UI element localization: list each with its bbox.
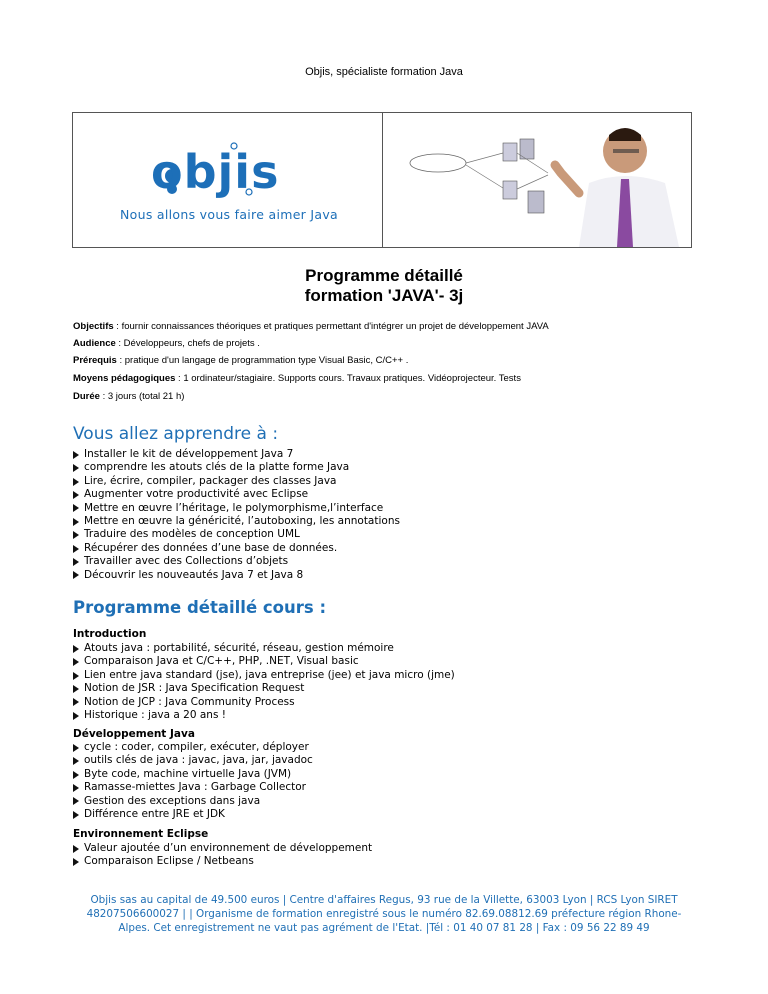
bullet-triangle-icon xyxy=(73,771,79,779)
list-item: Notion de JSR : Java Specification Request xyxy=(73,682,455,695)
logo-wordmark: objis xyxy=(151,145,280,199)
footer-line-2: 48207506600027 | | Organisme de formation enregistré sous le numéro 82.69.08812.69 préfecture région Rhone- xyxy=(86,908,682,920)
bullet-triangle-icon xyxy=(73,685,79,693)
list-item: Installer le kit de développement Java 7 xyxy=(73,448,400,461)
logo-panel xyxy=(73,113,383,247)
list-item: Valeur ajoutée d’un environnement de développement xyxy=(73,842,372,855)
list-item: Historique : java a 20 ans ! xyxy=(73,709,455,722)
list-item: Comparaison Eclipse / Netbeans xyxy=(73,855,372,868)
meta-label: Objectifs xyxy=(73,321,114,332)
page-footer xyxy=(60,893,708,935)
list-item: Gestion des exceptions dans java xyxy=(73,795,313,808)
list-item: Byte code, machine virtuelle Java (JVM) xyxy=(73,768,313,781)
meta-moyens xyxy=(73,373,521,384)
list-item: cycle : coder, compiler, exécuter, déployer xyxy=(73,741,313,754)
bullet-triangle-icon xyxy=(73,784,79,792)
meta-text: : Développeurs, chefs de projets . xyxy=(115,338,260,349)
meta-text: : 3 jours (total 21 h) xyxy=(99,391,185,402)
footer-line-3: Alpes. Cet enregistrement ne vaut pas agrément de l'Etat. |Tél : 01 40 07 81 28 | Fax : 09 56 22 89 49 xyxy=(118,922,650,934)
list-item: comprendre les atouts clés de la platte forme Java xyxy=(73,461,400,474)
list-item: Augmenter votre productivité avec Eclipse xyxy=(73,488,400,501)
title-line-2: formation 'JAVA'- 3j xyxy=(304,286,464,305)
bullet-triangle-icon xyxy=(73,672,79,680)
learn-heading: Vous allez apprendre à : xyxy=(73,424,279,444)
list-item: Mettre en œuvre l’héritage, le polymorphisme,l’interface xyxy=(73,502,400,515)
list-item: Atouts java : portabilité, sécurité, réseau, gestion mémoire xyxy=(73,642,455,655)
bullet-triangle-icon xyxy=(73,478,79,486)
meta-text: : 1 ordinateur/stagiaire. Supports cours. Travaux pratiques. Vidéoprojecteur. Tests xyxy=(175,373,521,384)
list-item: Ramasse-miettes Java : Garbage Collector xyxy=(73,781,313,794)
eclipse-list xyxy=(73,842,372,869)
meta-text: : pratique d'un langage de programmation type Visual Basic, C/C++ . xyxy=(116,355,409,366)
meta-prerequis xyxy=(73,355,408,366)
bullet-triangle-icon xyxy=(73,658,79,666)
banner-photo xyxy=(383,113,691,247)
introduction-list xyxy=(73,642,455,722)
banner xyxy=(72,112,692,248)
meta-audience xyxy=(73,338,260,349)
bullet-triangle-icon xyxy=(73,744,79,752)
bullet-triangle-icon xyxy=(73,464,79,472)
list-item: Lire, écrire, compiler, packager des classes Java xyxy=(73,475,400,488)
meta-objectifs xyxy=(73,321,549,332)
meta-text: : fournir connaissances théoriques et pratiques permettant d'intégrer un projet de développement JAVA xyxy=(113,321,549,332)
meta-label: Prérequis xyxy=(73,355,117,366)
learn-list xyxy=(73,448,400,582)
page-title xyxy=(0,266,768,306)
list-item: Différence entre JRE et JDK xyxy=(73,808,313,821)
section-title-developpement: Développement Java xyxy=(73,728,195,740)
developer-drawing-diagram-image xyxy=(383,113,691,247)
bullet-triangle-icon xyxy=(73,531,79,539)
bullet-triangle-icon xyxy=(73,645,79,653)
list-item: Travailler avec des Collections d’objets xyxy=(73,555,400,568)
bullet-triangle-icon xyxy=(73,451,79,459)
bullet-triangle-icon xyxy=(73,811,79,819)
developpement-list xyxy=(73,741,313,821)
bullet-triangle-icon xyxy=(73,797,79,805)
section-title-introduction: Introduction xyxy=(73,628,147,640)
meta-label: Audience xyxy=(73,338,116,349)
list-item: outils clés de java : javac, java, jar, javadoc xyxy=(73,754,313,767)
footer-line-1: Objis sas au capital de 49.500 euros | Centre d'affaires Regus, 93 rue de la Villette, 63003 Lyon | RCS Lyon SIRET xyxy=(90,894,678,906)
bullet-triangle-icon xyxy=(73,698,79,706)
list-item: Récupérer des données d’une base de données. xyxy=(73,542,400,555)
list-item: Traduire des modèles de conception UML xyxy=(73,528,400,541)
bullet-triangle-icon xyxy=(73,845,79,853)
logo-tagline: Nous allons vous faire aimer Java xyxy=(120,207,338,222)
bullet-triangle-icon xyxy=(73,757,79,765)
meta-duree xyxy=(73,391,184,402)
bullet-triangle-icon xyxy=(73,518,79,526)
list-item: Découvrir les nouveautés Java 7 et Java 8 xyxy=(73,569,400,582)
bullet-triangle-icon xyxy=(73,712,79,720)
bullet-triangle-icon xyxy=(73,491,79,499)
meta-label: Moyens pédagogiques xyxy=(73,373,176,384)
bullet-triangle-icon xyxy=(73,545,79,553)
list-item: Mettre en œuvre la généricité, l’autoboxing, les annotations xyxy=(73,515,400,528)
bullet-triangle-icon xyxy=(73,571,79,579)
bullet-triangle-icon xyxy=(73,558,79,566)
page-header-note: Objis, spécialiste formation Java xyxy=(305,66,463,78)
section-title-eclipse: Environnement Eclipse xyxy=(73,828,209,840)
bullet-triangle-icon xyxy=(73,858,79,866)
bullet-triangle-icon xyxy=(73,504,79,512)
meta-label: Durée xyxy=(73,391,100,402)
list-item: Lien entre java standard (jse), java entreprise (jee) et java micro (jme) xyxy=(73,669,455,682)
list-item: Comparaison Java et C/C++, PHP, .NET, Visual basic xyxy=(73,655,455,668)
title-line-1: Programme détaillé xyxy=(305,266,463,285)
program-heading: Programme détaillé cours : xyxy=(73,598,327,617)
list-item: Notion de JCP : Java Community Process xyxy=(73,696,455,709)
